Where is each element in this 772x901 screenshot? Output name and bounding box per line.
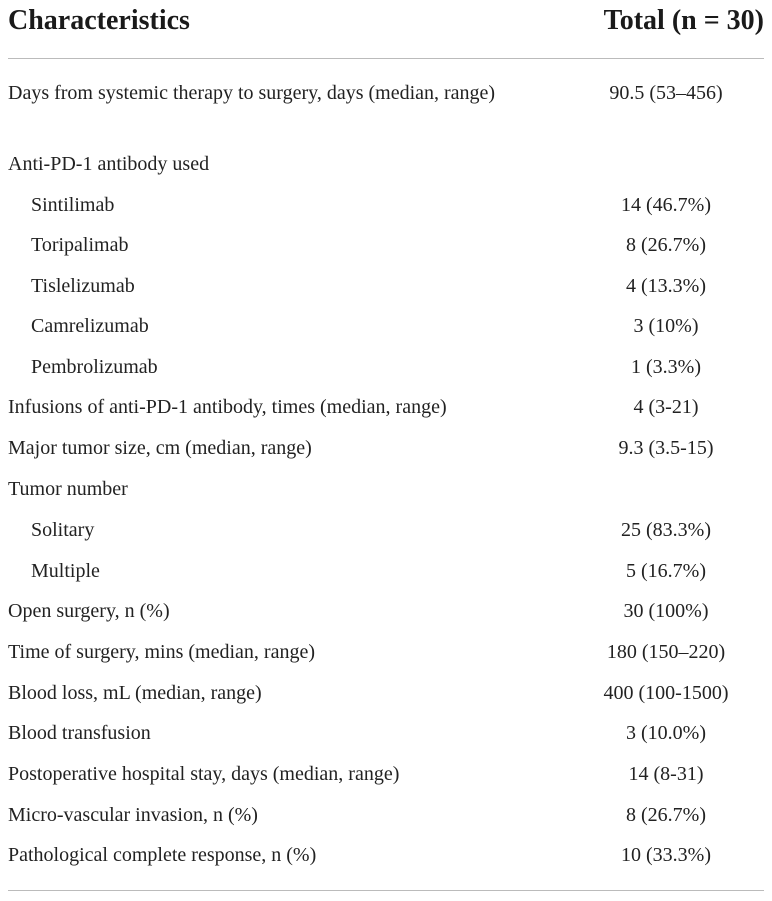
row-value: 90.5 (53–456)	[609, 82, 723, 104]
row-value: 1 (3.3%)	[631, 356, 701, 378]
row-value: 3 (10%)	[633, 315, 699, 337]
row-label: Solitary	[31, 519, 95, 541]
row-value: 180 (150–220)	[606, 641, 726, 663]
row-value: 10 (33.3%)	[621, 844, 711, 866]
row-label: Blood transfusion	[8, 722, 151, 744]
header-total: Total (n = 30)	[603, 5, 764, 36]
row-label: Sintilimab	[31, 194, 115, 216]
row-label: Camrelizumab	[31, 315, 149, 337]
row-value: 5 (16.7%)	[626, 560, 706, 582]
row-label: Time of surgery, mins (median, range)	[8, 641, 315, 663]
row-value: 3 (10.0%)	[626, 722, 706, 744]
row-label: Micro-vascular invasion, n (%)	[8, 804, 258, 826]
row-label: Postoperative hospital stay, days (median, range)	[8, 763, 400, 785]
row-label: Pathological complete response, n (%)	[8, 844, 317, 866]
row-value: 25 (83.3%)	[621, 519, 711, 541]
row-label: Anti-PD-1 antibody used	[8, 153, 210, 175]
row-label: Tislelizumab	[31, 275, 135, 297]
row-value: 9.3 (3.5-15)	[618, 437, 714, 459]
header-characteristics: Characteristics	[8, 5, 190, 36]
row-label: Toripalimab	[31, 234, 129, 256]
row-label: Blood loss, mL (median, range)	[8, 682, 262, 704]
row-value: 8 (26.7%)	[626, 234, 706, 256]
row-label: Pembrolizumab	[31, 356, 158, 378]
row-value: 14 (8-31)	[628, 763, 704, 785]
row-label: Major tumor size, cm (median, range)	[8, 437, 312, 459]
row-value: 4 (13.3%)	[626, 275, 706, 297]
table-header	[0, 0, 772, 56]
row-value: 30 (100%)	[623, 600, 709, 622]
row-label: Infusions of anti-PD-1 antibody, times (median, range)	[8, 396, 447, 418]
table-bottom-rule	[8, 890, 764, 891]
row-label: Tumor number	[8, 478, 128, 500]
row-label: Multiple	[31, 560, 100, 582]
row-value: 14 (46.7%)	[621, 194, 711, 216]
row-value: 4 (3-21)	[633, 396, 699, 418]
row-label: Days from systemic therapy to surgery, days (median, range)	[8, 82, 496, 104]
row-value: 400 (100-1500)	[603, 682, 729, 704]
row-value: 8 (26.7%)	[626, 804, 706, 826]
row-label: Open surgery, n (%)	[8, 600, 170, 622]
header-divider	[8, 58, 764, 59]
